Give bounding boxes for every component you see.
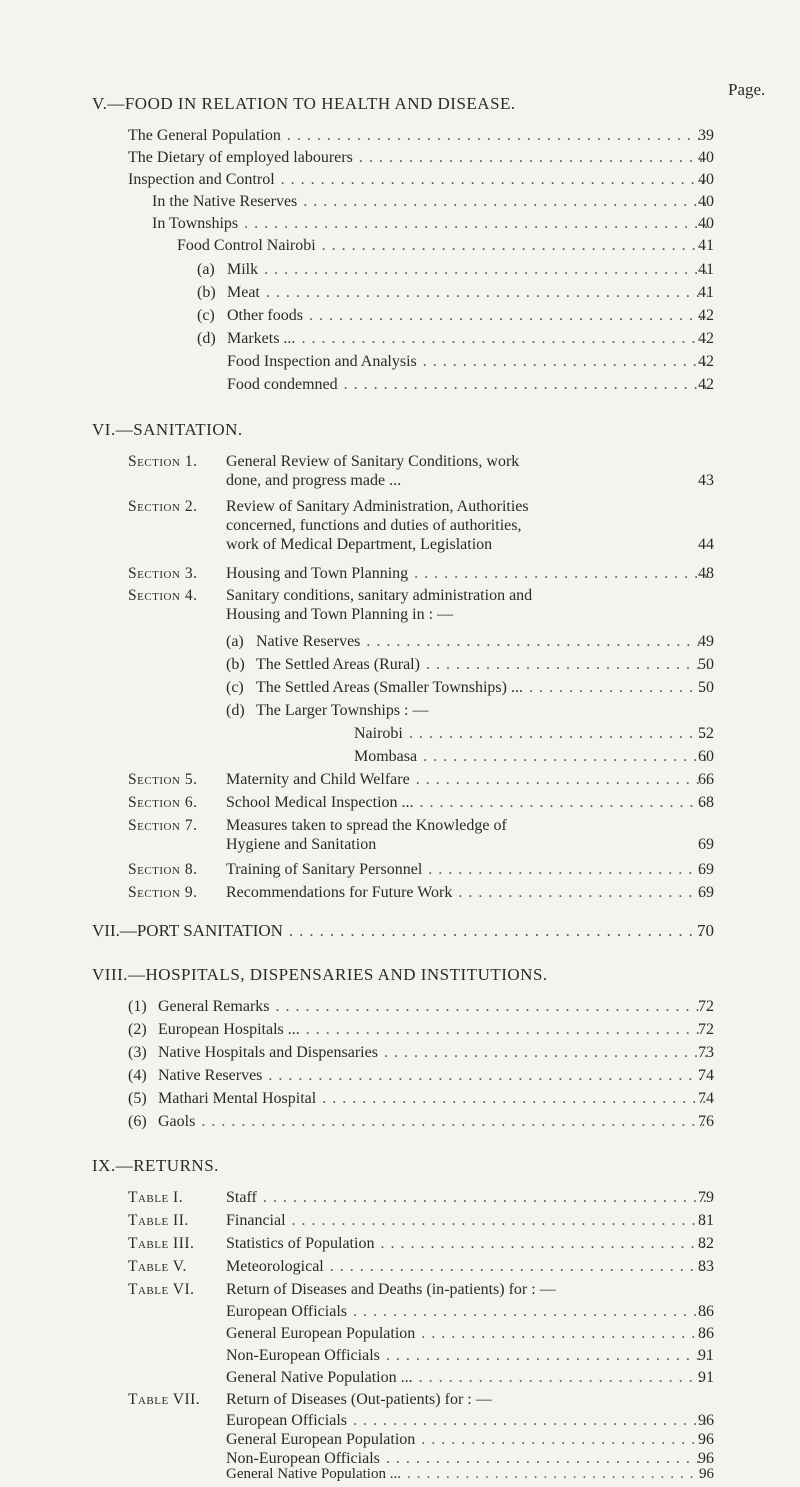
entry-text: In the Native Reserves [152,193,298,210]
entry-label: Table II. [128,1212,189,1229]
toc-entry: (b) Meat ..... 41 [197,283,714,302]
toc-entry: (1) General Remarks ..... 72 [128,997,714,1016]
toc-entry [152,214,714,233]
toc-entry: Table III. Statistics of Population ..... 82 [128,1234,714,1253]
page-number: 70 [697,921,714,940]
toc-entry: (b) The Settled Areas (Rural) ..... 50 [226,655,714,674]
toc-entry: General Native Population ... ..... 96 [226,1466,714,1483]
section-vi-heading: VI.—SANITATION. [92,420,243,439]
page-number: 50 [698,679,714,696]
entry-text: In Townships [152,215,239,232]
toc-entry: General European Population ..... 86 [226,1324,714,1343]
toc-entry [128,126,714,145]
entry-text: The Dietary of employed labourers [128,149,353,166]
page-number: 69 [698,836,714,853]
toc-entry [227,352,714,371]
toc-entry: Section 5. Maternity and Child Welfare ..... 66 [128,770,714,789]
toc-entry: Non-European Officials ..... 91 [226,1346,714,1365]
entry-label: Section 5. [128,771,198,788]
toc-entry: European Officials ..... 86 [226,1302,714,1321]
page-number: 91 [698,1369,714,1386]
section-v-heading: V.—FOOD IN RELATION TO HEALTH AND DISEASE. [92,94,516,113]
toc-entry [177,236,714,255]
page-number: 40 [698,171,714,188]
toc-entry: (a) Native Reserves ..... 49 [226,632,714,651]
toc-entry: Section 7. Measures taken to spread the Knowledge of Hygiene and Sanitation 69 [128,817,714,853]
entry-label: Section 7. [128,817,198,834]
toc-entry: Section 6. School Medical Inspection ... ..... 68 [128,793,714,812]
entry-label: Table V. [128,1258,187,1275]
entry-label: Section 4. [128,587,198,604]
entry-text: Food condemned [227,376,338,393]
entry-label: Table VII. [128,1391,201,1408]
toc-entry: (c) Other foods ..... 42 [197,306,714,325]
entry-text: Other foods [227,307,303,324]
entry-text: Milk [227,261,259,278]
page-number: 73 [698,1044,714,1061]
toc-entry: (6) Gaols ..... 76 [128,1112,714,1131]
page-number: 74 [698,1067,714,1084]
page-number: 81 [698,1212,714,1229]
page-number: 39 [698,127,714,144]
entry-label: Section 6. [128,794,198,811]
entry-text: Meat [227,284,260,301]
page-number: 48 [698,565,714,582]
toc-entry [128,170,714,189]
entry-text: Inspection and Control [128,171,275,188]
page-number: 86 [698,1325,714,1342]
entry-label: Section 1. [128,453,198,470]
toc-entry: Section 1. General Review of Sanitary Conditions, work done, and progress made ... 43 [128,453,714,489]
page-number: 41 [698,237,714,254]
toc-entry: Section 8. Training of Sanitary Personnel ..... 69 [128,860,714,879]
page-number: 82 [698,1235,714,1252]
page-number: 43 [698,472,714,489]
page-number: 42 [698,376,714,393]
entry-label: Table I. [128,1189,184,1206]
page-number: 74 [698,1090,714,1107]
page-number: 42 [698,307,714,324]
page-number: 83 [698,1258,714,1275]
entry-text: Markets ... [227,330,296,347]
page-number: 40 [698,193,714,210]
section-vii-heading: VII.—PORT SANITATION ..... 70 [92,921,714,940]
toc-entry: (4) Native Reserves ..... 74 [128,1066,714,1085]
toc-entry: Nairobi ..... 52 [354,724,714,743]
page-number: 41 [698,284,714,301]
toc-entry: Section 9. Recommendations for Future Work ..... 69 [128,883,714,902]
section-ix-heading: IX.—RETURNS. [92,1156,219,1175]
entry-label: Section 8. [128,861,198,878]
toc-entry: (c) The Settled Areas (Smaller Townships) ... ..... 50 [226,678,714,697]
page-number: 68 [698,794,714,811]
toc-entry: General Native Population ... ..... 91 [226,1368,714,1387]
page-number: 91 [698,1347,714,1364]
toc-entry: General European Population ..... 96 [226,1430,714,1449]
toc-entry: (a) Milk ..... 41 [197,260,714,279]
page-number: 50 [698,656,714,673]
entry-label: Section 9. [128,884,198,901]
entry-label: Table III. [128,1235,195,1252]
entry-label: Section 3. [128,565,198,582]
entry-label: Table VI. [128,1281,195,1298]
toc-entry: (2) European Hospitals ... ..... 72 [128,1020,714,1039]
page-number: 40 [698,215,714,232]
section-viii-heading: VIII.—HOSPITALS, DISPENSARIES AND INSTITUTIONS. [92,965,548,984]
toc-entry: Table V. Meteorological ..... 83 [128,1257,714,1276]
page-number: 41 [698,261,714,278]
toc-entry: Table VI. Return of Diseases and Deaths (in-patients) for : — [128,1281,556,1298]
page-number: 44 [698,536,714,553]
page-column-label: Page. [728,80,766,99]
page-number: 72 [698,998,714,1015]
entry-label: Section 2. [128,498,198,515]
toc-entry: Mombasa ..... 60 [354,747,714,766]
toc-entry: Table VII. Return of Diseases (Out-patients) for : — [128,1391,492,1408]
toc-entry: Section 3. Housing and Town Planning ..... 48 [128,564,714,583]
toc-entry [128,148,714,167]
page-number: 96 [698,1412,714,1429]
toc-entry: Table II. Financial ..... 81 [128,1211,714,1230]
entry-text: The General Population [128,127,281,144]
page-number: 69 [698,884,714,901]
page-number: 86 [698,1303,714,1320]
toc-entry: (d) Markets ... ..... 42 [197,329,714,348]
page-number: 96 [698,1450,714,1467]
page-number: 52 [698,725,714,742]
page-number: 69 [698,861,714,878]
page-number: 66 [698,771,714,788]
page-number: 42 [698,330,714,347]
page-number: 79 [698,1189,714,1206]
toc-entry: (3) Native Hospitals and Dispensaries ..... 73 [128,1043,714,1062]
toc-entry [227,375,714,394]
page-number: 96 [699,1466,714,1482]
toc-entry: Table I. Staff ..... 79 [128,1188,714,1207]
toc-entry [152,192,714,211]
entry-text: Food Control Nairobi [177,237,316,254]
toc-entry: Non-European Officials ..... 96 [226,1449,714,1468]
page-number: 42 [698,353,714,370]
entry-text: Food Inspection and Analysis [227,353,417,370]
toc-entry: European Officials ..... 96 [226,1411,714,1430]
page-number: 76 [698,1113,714,1130]
page-number: 49 [698,633,714,650]
toc-entry: Section 4. Sanitary conditions, sanitary administration and Housing and Town Planning in : — [128,587,533,623]
page-number: 60 [698,748,714,765]
toc-entry: (5) Mathari Mental Hospital ..... 74 [128,1089,714,1108]
page-number: 72 [698,1021,714,1038]
page-number: 96 [698,1431,714,1448]
toc-entry: Section 2. Review of Sanitary Administration, Authorities concerned, functions and duties of authorities, work of Medical Department, Legislation 44 [128,498,714,553]
page-number: 40 [698,149,714,166]
toc-entry: (d) The Larger Townships : — [226,702,429,719]
